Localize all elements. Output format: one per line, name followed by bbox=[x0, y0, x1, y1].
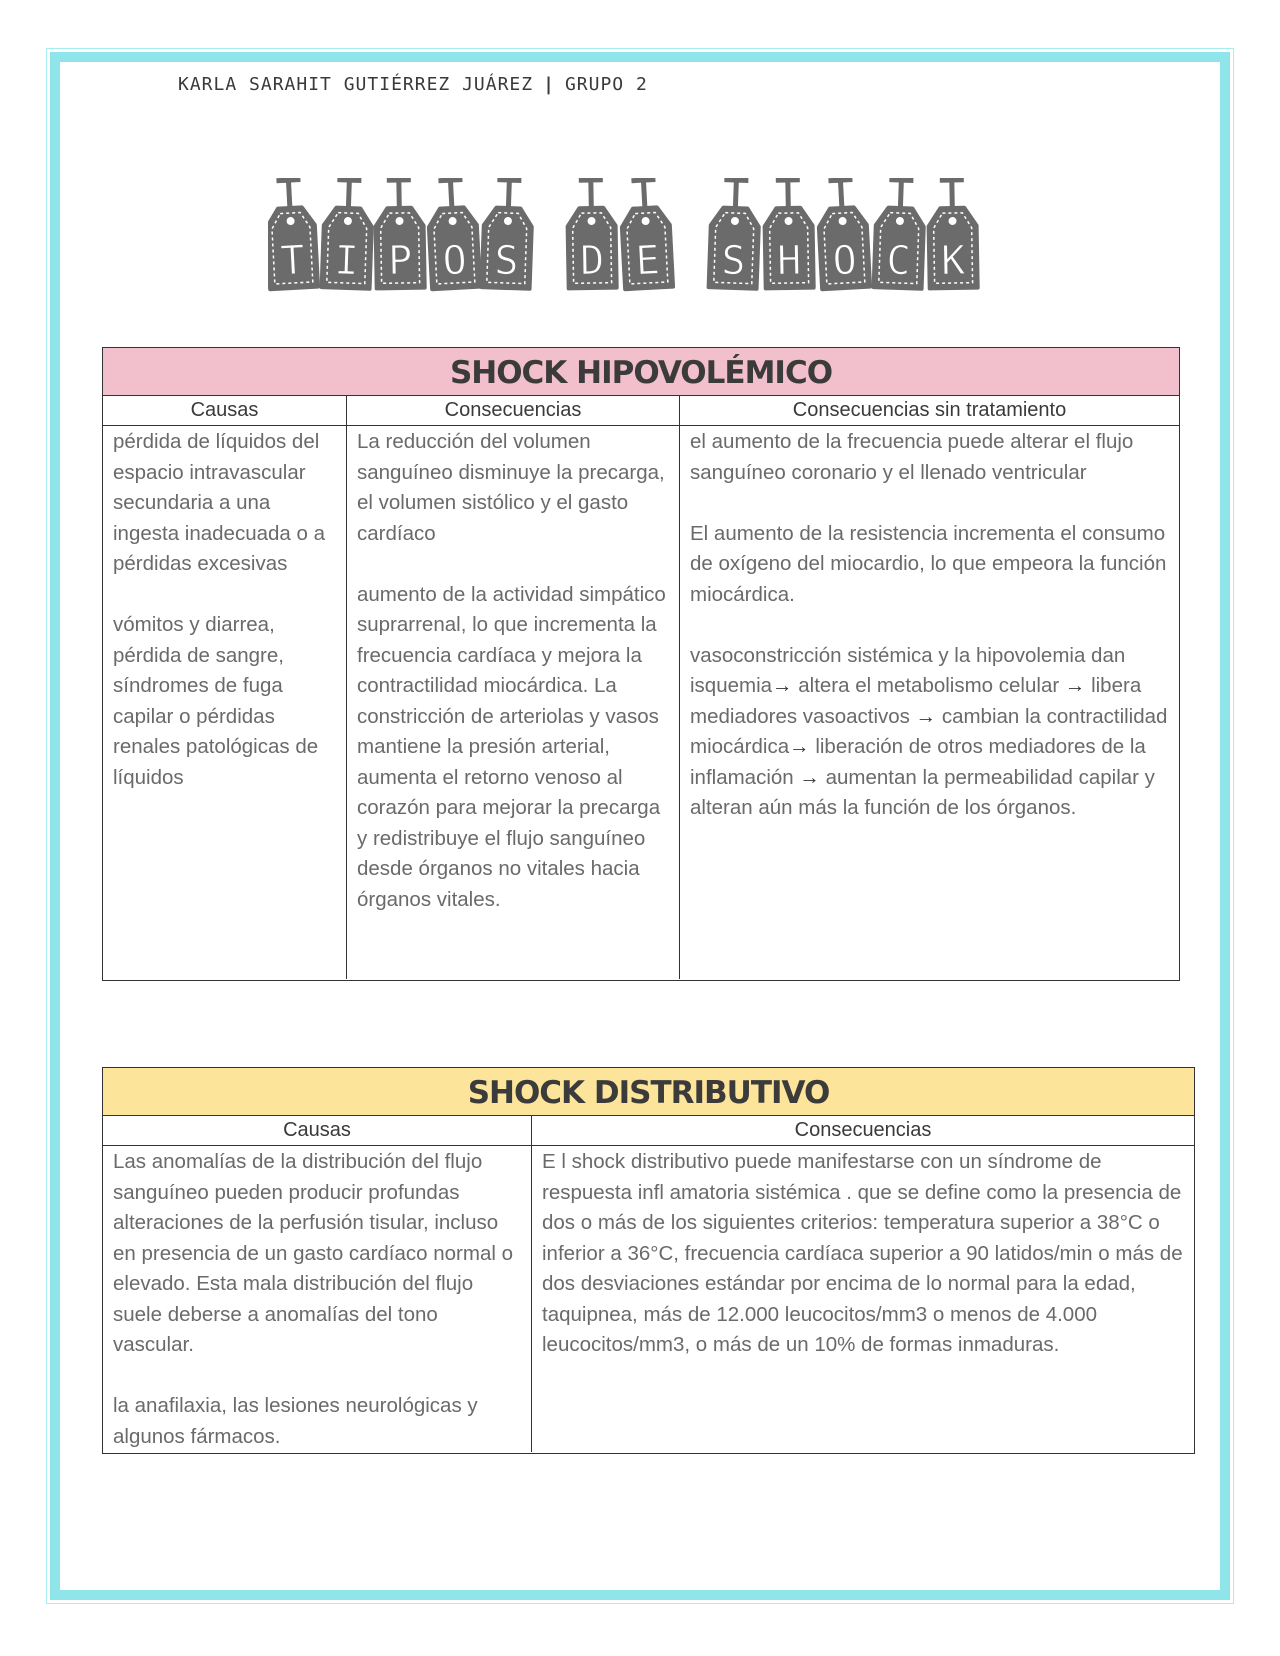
author-header bbox=[178, 74, 648, 95]
text: vasoconstricción sistémica y la hipovolemia dan isquemia bbox=[690, 643, 1126, 697]
paragraph: pérdida de líquidos del espacio intravascular secundaria a una ingesta inadecuada o a pérdidas excesivas bbox=[113, 430, 326, 575]
title-tags-graphic bbox=[268, 178, 1020, 296]
paragraph: El aumento de la resistencia incrementa el consumo de oxígeno del miocardio, lo que empeora la función miocárdica. bbox=[690, 521, 1167, 606]
header-causas: Causas bbox=[103, 1116, 532, 1145]
title-letter-tag bbox=[375, 180, 425, 289]
header-sin-tratamiento: Consecuencias sin tratamiento bbox=[792, 399, 1067, 421]
title-letter: D bbox=[579, 237, 605, 285]
title-letter: H bbox=[776, 237, 802, 285]
table-shock-hipovolemico bbox=[102, 347, 1180, 981]
table-shock-distributivo bbox=[102, 1067, 1195, 1454]
cell-sin-tratamiento bbox=[680, 426, 1179, 979]
paragraph: vómitos y diarrea, pérdida de sangre, síndromes de fuga capilar o pérdidas renales patológicas de líquidos bbox=[113, 613, 319, 789]
author-name: KARLA SARAHIT GUTIÉRREZ JUÁREZ bbox=[178, 74, 534, 95]
table-header-row bbox=[103, 396, 1179, 426]
title-letter-tag bbox=[482, 179, 534, 289]
table-title: SHOCK HIPOVOLÉMICO bbox=[103, 348, 1179, 396]
title-letter: I bbox=[333, 237, 360, 285]
title-letter-tag bbox=[928, 180, 978, 289]
text: altera el metabolismo celular bbox=[792, 674, 1065, 697]
title-letter-tag bbox=[322, 179, 374, 289]
paragraph: La reducción del volumen sanguíneo disminuye la precarga, el volumen sistólico y el gasto cardíaco bbox=[357, 430, 665, 545]
title-letter-tag bbox=[816, 179, 870, 289]
table-header-row bbox=[103, 1116, 1194, 1146]
paragraph: la anafilaxia, las lesiones neurológicas y algunos fármacos. bbox=[113, 1394, 478, 1448]
title-letter-tag bbox=[874, 179, 926, 289]
page-title bbox=[268, 178, 1020, 296]
title-letter: C bbox=[885, 237, 912, 285]
title-letter: S bbox=[720, 237, 747, 285]
title-letter-tag bbox=[268, 179, 318, 289]
cell-consecuencias bbox=[532, 1146, 1194, 1452]
text: aumentan la permeabilidad capilar y alteran aún más la función de los órganos. bbox=[690, 765, 1155, 819]
paragraph: el aumento de la frecuencia puede alterar el flujo sanguíneo coronario y el llenado ventricular bbox=[690, 430, 1134, 484]
title-letter-tag bbox=[764, 180, 814, 289]
text: liberación de otros mediadores de la inflamación bbox=[690, 735, 1146, 789]
title-letter: S bbox=[493, 237, 520, 285]
table-row bbox=[103, 426, 1179, 979]
table-title: SHOCK DISTRIBUTIVO bbox=[103, 1068, 1194, 1116]
paragraph: Las anomalías de la distribución del flujo sanguíneo pueden producir profundas alteraciones de la perfusión tisular, incluso en presencia de un gasto cardíaco normal o elevado. Esta mala distribución del flujo suele deberse a anomalías del tono vascular. bbox=[113, 1150, 514, 1356]
title-letter: O bbox=[831, 237, 858, 285]
title-letter-tag bbox=[567, 180, 617, 289]
table-row bbox=[103, 1146, 1194, 1452]
cell-consecuencias bbox=[347, 426, 680, 979]
title-letter: P bbox=[387, 237, 413, 285]
header-consecuencias: Consecuencias bbox=[794, 1119, 932, 1141]
header-separator: | bbox=[543, 74, 555, 95]
text: libera mediadores vasoactivos bbox=[690, 674, 1142, 728]
title-letter-tag bbox=[426, 179, 480, 289]
text: cambian la contractilidad miocárdica bbox=[690, 704, 1168, 758]
arrow-right-icon: → bbox=[772, 674, 793, 697]
paragraph: aumento de la actividad simpático suprarrenal, lo que incrementa la frecuencia cardíaca y mejora la contractilidad miocárdica. La constricción de arteriolas y vasos mantiene la presión arterial, aumenta el retorno venoso al corazón para mejorar la precarga y redistribuye el flujo sanguíneo desde órganos no vitales hacia órganos vitales. bbox=[357, 582, 666, 911]
arrow-right-icon: → bbox=[915, 704, 937, 728]
title-letter-tag bbox=[709, 179, 761, 289]
arrow-right-icon: → bbox=[1064, 674, 1086, 697]
title-letter: E bbox=[634, 237, 661, 285]
cell-causas bbox=[103, 1146, 532, 1452]
header-causas: Causas bbox=[103, 396, 347, 425]
title-letter-tag bbox=[619, 179, 673, 289]
paragraph: E l shock distributivo puede manifestarse con un síndrome de respuesta infl amatoria sistémica . que se define como la presencia de dos o más de los siguientes criterios: temperatura superior a 38°C o inferior a 36°C, frecuencia cardíaca superior a 90 latidos/min o más de dos desviaciones estándar por encima de lo normal para la edad, taquipnea, más de 12.000 leucocitos/mm3 o menos de 4.000 leucocitos/mm3, o más de un 10% de formas inmaduras. bbox=[542, 1150, 1183, 1356]
arrow-right-icon: → bbox=[799, 765, 820, 789]
title-letter: T bbox=[279, 237, 306, 285]
header-consecuencias: Consecuencias bbox=[347, 396, 680, 425]
title-letter: K bbox=[940, 237, 966, 285]
arrow-right-icon: → bbox=[789, 735, 810, 758]
paragraph-cascade bbox=[690, 641, 1169, 824]
title-letter: O bbox=[441, 237, 468, 285]
cell-causas bbox=[103, 426, 347, 979]
group-label: GRUPO 2 bbox=[564, 74, 648, 95]
